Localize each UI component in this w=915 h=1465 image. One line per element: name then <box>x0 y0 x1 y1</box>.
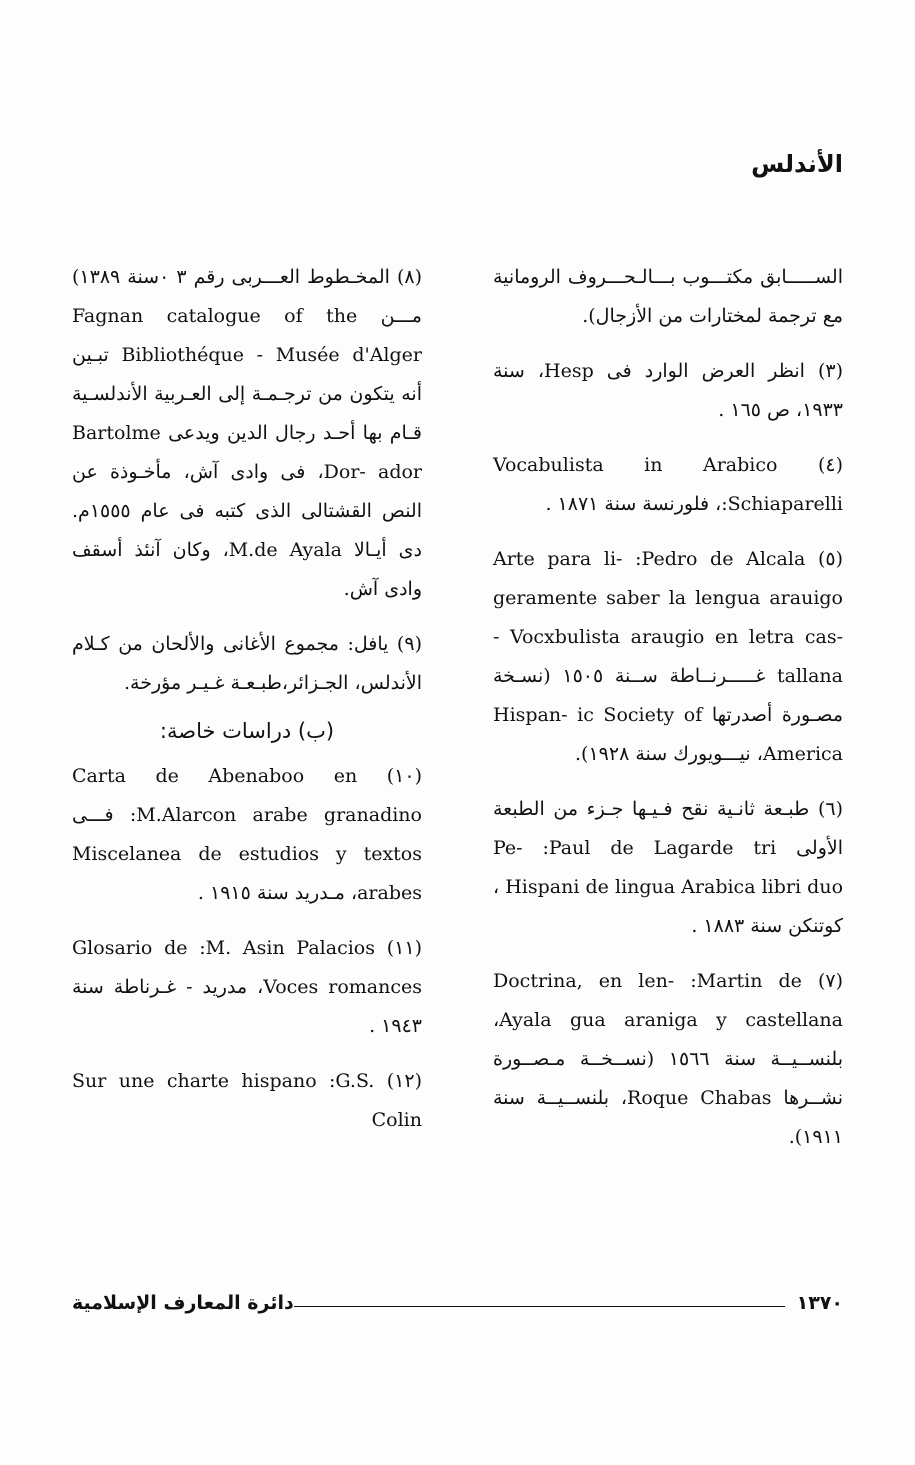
running-header: الأندلس <box>751 150 843 178</box>
note-5: (٥) Arte para li- :Pedro de Alcala geramente saber la lengua arauigo - Vocxbulista araugio en letra cas- tallana غـــــرنــاطة ســنة ١٥٠٥ (نسـخة مصـورة أصدرتها Hispan- ic Society of America، نيـــويورك سنة ١٩٢٨). <box>493 548 844 765</box>
note-9: (٩) يافل: مجموع الأغانى والألحان من كـلام الأندلس، الجـزائر،طبـعـة غـيـر مؤرخة. <box>72 633 422 694</box>
publication-title: دائرة المعارف الإسلامية <box>72 1292 294 1314</box>
page-number: ١٣٧٠ <box>796 1292 843 1314</box>
section-heading: (ب) دراسات خاصة: <box>159 719 335 743</box>
note-8: (٨) المخـطوط العـــربى رقم ٣ ٠سنة ١٣٨٩) مـــن Fagnan catalogue of the Bibliothéque - Musée d'Alger تبـين أنه يتكون من ترجـمـة إلى العـربية الأندلسـية قـام بها أحـد رجال الدين ويدعى Bartolme Dor- ador، فى وادى آش، مأخـوذة عن النص القشتالى الذى كتبه فى عام ١٥٥٥م. دى أيـالا M.de Ayala، وكان آنئذ أسقف وادى آش. <box>72 266 423 600</box>
note-12: (١٢) Sur une charte hispano :G.S. Colin <box>72 1070 422 1131</box>
note-3: (٣) انظر العرض الوارد فى Hesp، سنة ١٩٣٣، ص ١٦٥ . <box>493 360 844 421</box>
footer-rule <box>294 1306 785 1307</box>
note-10: (١٠) Carta de Abenaboo en :M.Alarcon arabe granadino فـــى Miscelanea de estudios y textos arabes، مـدريد سنة ١٩١٥ . <box>72 765 422 904</box>
note-7: (٧) Doctrina, en len- :Martin de Ayala gua araniga y castellana، بلنســيــة سنة ١٥٦٦ (نســخــة مـصــورة نشــرها Roque Chabas، بلنســيــة سنة ١٩١١). <box>493 970 844 1148</box>
left-column <box>72 258 422 1156</box>
page-footer <box>72 1292 843 1322</box>
note-continuation: الســـــابق مكتـــوب بـــالـحـــروف الرومانية مع ترجمة لمختارات من الأزجال). <box>493 266 843 327</box>
right-column <box>493 258 843 1173</box>
note-11: (١١) Glosario de :M. Asin Palacios Voces romances، مدريد - غـرناطة سنة ١٩٤٣ . <box>72 937 422 1037</box>
note-4: (٤) Vocabulista in Arabico :Schiaparelli، فلورنسة سنة ١٨٧١ . <box>493 454 843 515</box>
note-6: (٦) طبـعة ثانـية نقح فـيـها جـزء من الطبعة الأولى Pe- :Paul de Lagarde tri Hispani de lingua Arabica libri duo ، كوتنكن سنة ١٨٨٣ . <box>493 798 844 937</box>
